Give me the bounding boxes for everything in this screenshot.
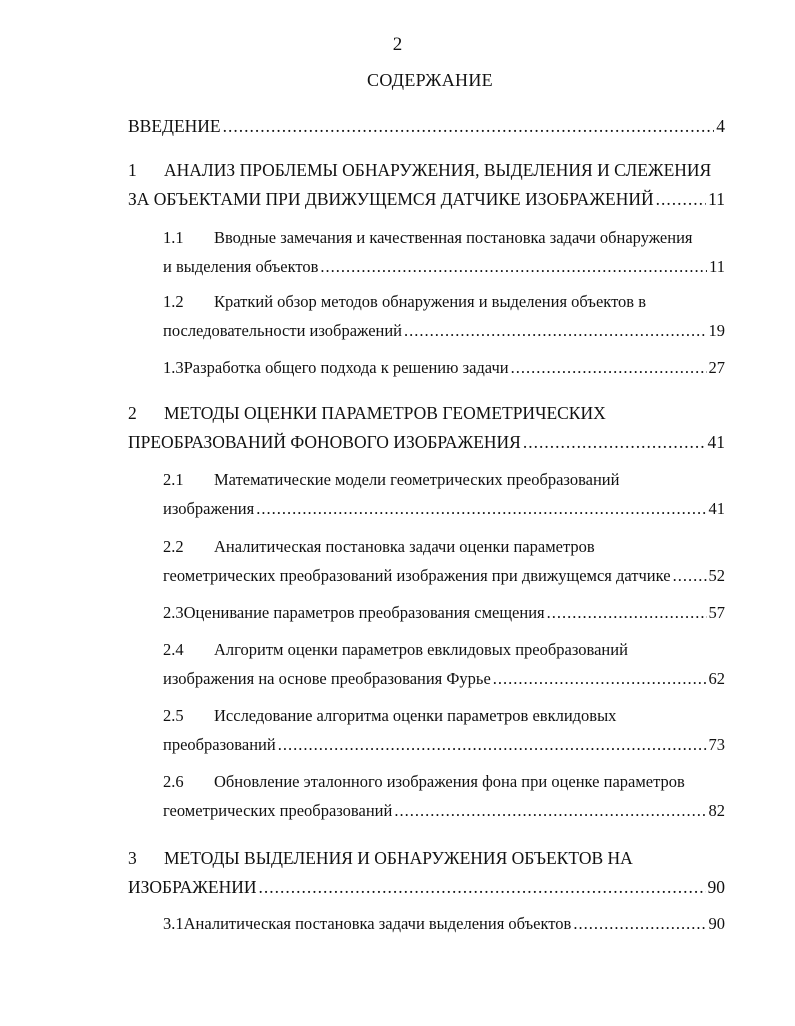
entry-title: Математические модели геометрических преобразований xyxy=(214,470,620,489)
leader-dots xyxy=(511,358,707,378)
entry-number: 1 xyxy=(128,160,137,180)
leader-dots xyxy=(673,566,707,586)
entry-title-continued: преобразований xyxy=(163,735,276,754)
toc-entry-chapter-1[interactable] xyxy=(128,160,725,209)
leader-dots xyxy=(404,321,706,341)
entry-number: 3 xyxy=(128,848,137,868)
toc-entry-2-4[interactable] xyxy=(163,640,725,689)
entry-title: Вводные замечания и качественная постановка задачи обнаружения xyxy=(214,228,693,247)
toc-entry-2-2[interactable] xyxy=(163,537,725,586)
entry-page: 90 xyxy=(707,877,725,897)
entry-title-continued: и выделения объектов xyxy=(163,257,319,276)
entry-title-continued: изображения на основе преобразования Фурье xyxy=(163,669,491,688)
leader-dots xyxy=(394,801,706,821)
toc-entry-1-3[interactable] xyxy=(163,358,725,378)
entry-title: Аналитическая постановка задачи оценки параметров xyxy=(214,537,595,556)
entry-page: 11 xyxy=(709,257,725,276)
leader-dots xyxy=(278,735,707,755)
entry-page: 19 xyxy=(708,321,725,340)
entry-title: Исследование алгоритма оценки параметров евклидовых xyxy=(214,706,617,725)
entry-title: Алгоритм оценки параметров евклидовых преобразований xyxy=(214,640,628,659)
leader-dots xyxy=(259,877,706,897)
entry-title: ВВЕДЕНИЕ xyxy=(128,116,221,136)
leader-dots xyxy=(493,669,707,689)
entry-page: 52 xyxy=(708,566,725,585)
entry-number: 2.6 xyxy=(163,772,184,791)
entry-title-continued: геометрических преобразований xyxy=(163,801,393,820)
leader-dots xyxy=(223,116,715,136)
entry-page: 4 xyxy=(716,116,725,136)
leader-dots xyxy=(320,257,707,277)
entry-title-continued: ПРЕОБРАЗОВАНИЙ ФОНОВОГО ИЗОБРАЖЕНИЯ xyxy=(128,432,521,452)
leader-dots xyxy=(656,189,707,209)
entry-number: 2.1 xyxy=(163,470,184,489)
entry-title-continued: изображения xyxy=(163,499,255,518)
entry-number: 2.4 xyxy=(163,640,184,659)
entry-number: 2 xyxy=(128,403,137,423)
entry-title-continued: ЗА ОБЪЕКТАМИ ПРИ ДВИЖУЩЕМСЯ ДАТЧИКЕ ИЗОБРАЖЕНИЙ xyxy=(128,189,654,209)
toc-entry-2-3[interactable] xyxy=(163,603,725,623)
entry-title: Краткий обзор методов обнаружения и выделения объектов в xyxy=(214,292,647,311)
entry-title: АНАЛИЗ ПРОБЛЕМЫ ОБНАРУЖЕНИЯ, ВЫДЕЛЕНИЯ И СЛЕЖЕНИЯ xyxy=(164,160,712,180)
entry-page: 41 xyxy=(708,499,725,518)
entry-number: 1.1 xyxy=(163,228,184,247)
entry-title: Аналитическая постановка задачи выделения объектов xyxy=(183,914,572,933)
toc-entry-2-5[interactable] xyxy=(163,706,725,755)
toc-entry-chapter-2[interactable] xyxy=(128,403,725,452)
entry-page: 82 xyxy=(708,801,725,820)
entry-page: 62 xyxy=(708,669,725,688)
page-number: 2 xyxy=(392,34,403,55)
entry-number: 1.2 xyxy=(163,292,184,311)
entry-title-continued: последовательности изображений xyxy=(163,321,403,340)
entry-page: 27 xyxy=(708,358,725,377)
entry-page: 90 xyxy=(708,914,725,933)
leader-dots xyxy=(573,914,706,934)
leader-dots xyxy=(547,603,707,623)
entry-title: МЕТОДЫ ВЫДЕЛЕНИЯ И ОБНАРУЖЕНИЯ ОБЪЕКТОВ НА xyxy=(164,848,633,868)
toc-entry-chapter-3[interactable] xyxy=(128,848,725,897)
toc-title: СОДЕРЖАНИЕ xyxy=(367,70,493,90)
entry-page: 41 xyxy=(707,432,725,452)
entry-number: 2.2 xyxy=(163,537,184,556)
toc-entry-2-6[interactable] xyxy=(163,772,725,821)
entry-number: 2.3 xyxy=(163,603,184,622)
entry-number: 2.5 xyxy=(163,706,184,725)
entry-number: 3.1 xyxy=(163,914,184,933)
leader-dots xyxy=(523,432,706,452)
toc-entry-1-2[interactable] xyxy=(163,292,725,341)
toc-entry-1-1[interactable] xyxy=(163,228,725,277)
entry-page: 11 xyxy=(708,189,725,209)
entry-page: 73 xyxy=(708,735,725,754)
toc-entry-introduction[interactable] xyxy=(128,116,725,136)
entry-number: 1.3 xyxy=(163,358,184,377)
entry-title-continued: геометрических преобразований изображения при движущемся датчике xyxy=(163,566,671,585)
leader-dots xyxy=(256,499,706,519)
toc-entry-3-1[interactable] xyxy=(163,914,725,934)
entry-title: Обновление эталонного изображения фона при оценке параметров xyxy=(214,772,685,791)
entry-title: МЕТОДЫ ОЦЕНКИ ПАРАМЕТРОВ ГЕОМЕТРИЧЕСКИХ xyxy=(164,403,606,423)
entry-title-continued: ИЗОБРАЖЕНИИ xyxy=(128,877,257,897)
toc-entry-2-1[interactable] xyxy=(163,470,725,519)
entry-title: Разработка общего подхода к решению задачи xyxy=(183,358,509,377)
entry-page: 57 xyxy=(708,603,725,622)
entry-title: Оценивание параметров преобразования смещения xyxy=(183,603,545,622)
